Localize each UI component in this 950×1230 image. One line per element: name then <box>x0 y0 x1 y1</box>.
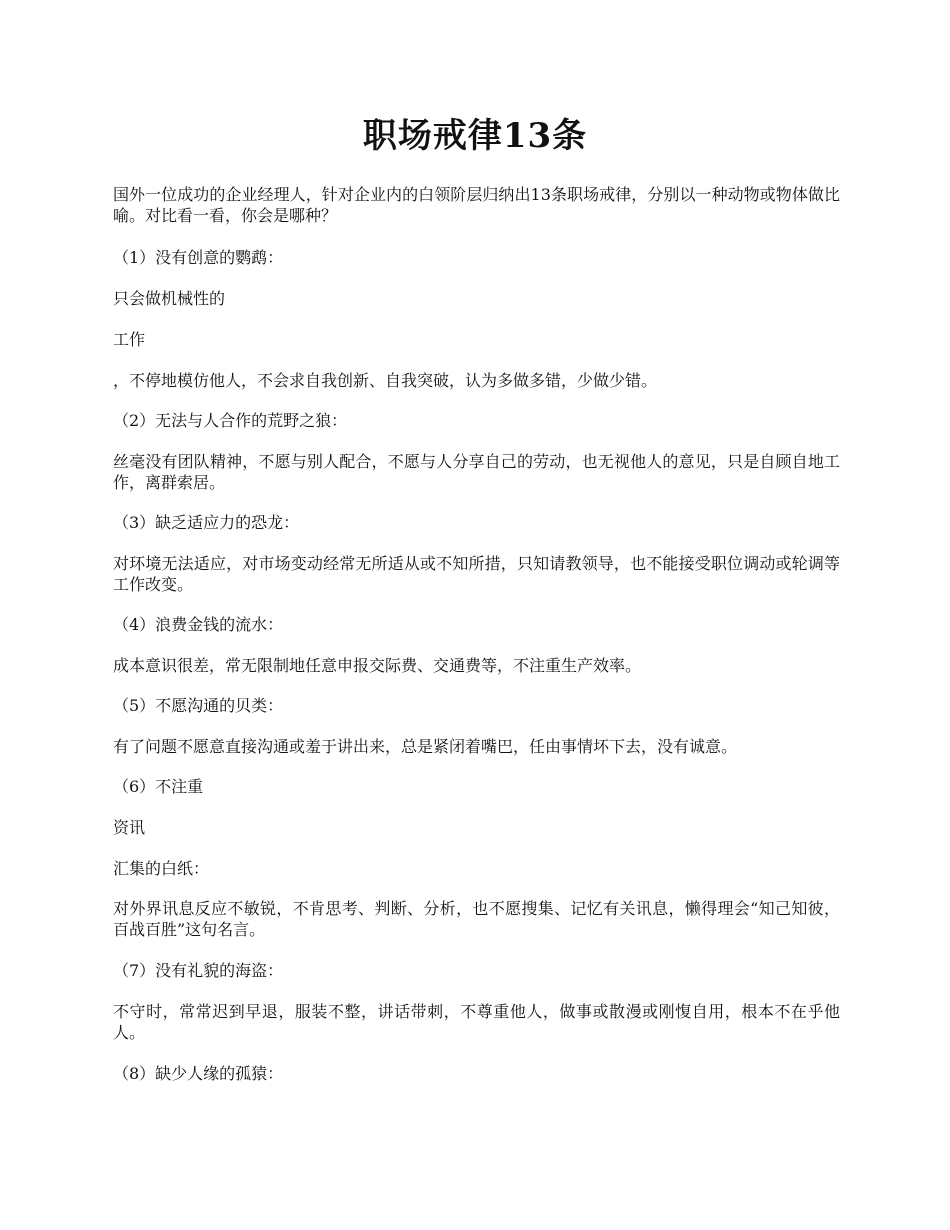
paragraph-6-heading-part2: 资讯 <box>113 818 146 837</box>
paragraph-5-text: 有了问题不愿意直接沟通或羞于讲出来，总是紧闭着嘴巴，任由事情坏下去，没有诚意。 <box>113 737 738 756</box>
paragraph-2-text: 丝毫没有团队精神，不愿与别人配合，不愿与人分享自己的劳动，也无视他人的意见，只是自顾自地工作，离群索居。 <box>113 452 840 492</box>
paragraph-6-heading-part1: （6）不注重 <box>113 777 204 796</box>
paragraph-7-text: 不守时，常常迟到早退，服装不整，讲话带刺，不尊重他人，做事或散漫或刚愎自用，根本不在乎他人。 <box>113 1002 840 1042</box>
paragraph-5-heading: （5）不愿沟通的贝类： <box>113 696 284 715</box>
paragraph-1-heading: （1）没有创意的鹦鹉： <box>113 248 284 267</box>
paragraph-4-text: 成本意识很差，常无限制地任意申报交际费、交通费等，不注重生产效率。 <box>113 656 642 675</box>
document-title: 职场戒律13条 <box>362 116 588 156</box>
paragraph-4-heading: （4）浪费金钱的流水： <box>113 615 284 634</box>
paragraph-6-heading-part3: 汇集的白纸： <box>113 859 210 878</box>
paragraph-3-text: 对环境无法适应，对市场变动经常无所适从或不知所措，只知请教领导，也不能接受职位调动或轮调等工作改变。 <box>113 554 840 594</box>
paragraph-6-text: 对外界讯息反应不敏锐，不肯思考、判断、分析，也不愿搜集、记忆有关讯息，懒得理会“知己知彼，百战百胜”这句名言。 <box>113 899 840 939</box>
paragraph-1-text-part3: ，不停地模仿他人，不会求自我创新、自我突破，认为多做多错，少做少错。 <box>113 371 658 390</box>
intro-paragraph: 国外一位成功的企业经理人，针对企业内的白领阶层归纳出13条职场戒律，分别以一种动物或物体做比喻。对比看一看，你会是哪种？ <box>113 185 840 225</box>
paragraph-2-heading: （2）无法与人合作的荒野之狼： <box>113 411 348 430</box>
paragraph-7-heading: （7）没有礼貌的海盗： <box>113 961 284 980</box>
paragraph-8-heading: （8）缺少人缘的孤猿： <box>113 1064 284 1083</box>
paragraph-3-heading: （3）缺乏适应力的恐龙： <box>113 513 300 532</box>
paragraph-1-text-part1: 只会做机械性的 <box>113 289 226 308</box>
paragraph-1-text-part2: 工作 <box>113 330 146 349</box>
